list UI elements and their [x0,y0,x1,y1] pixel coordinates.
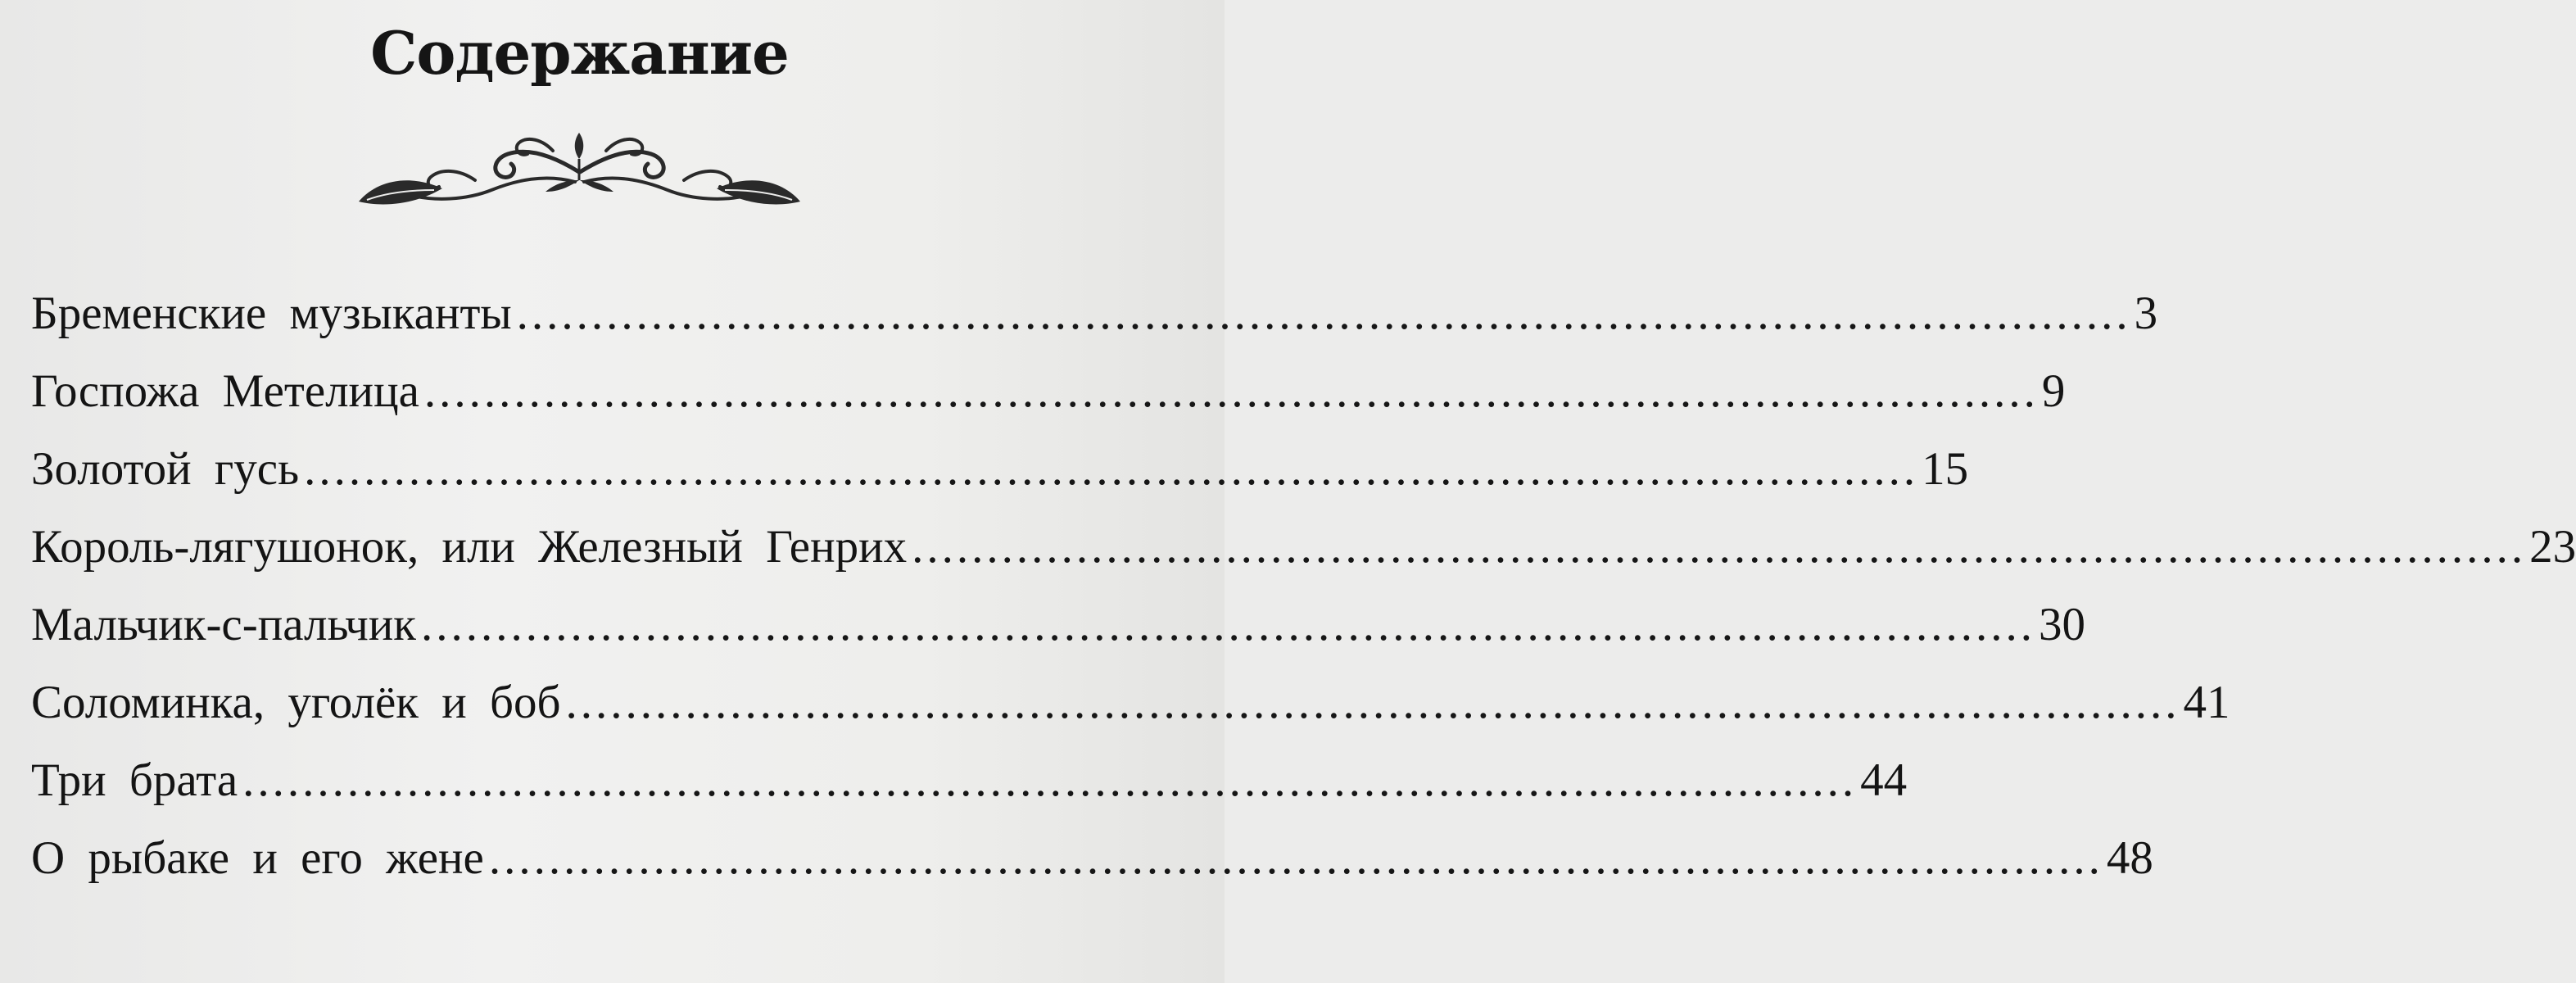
toc-dot-leader: ............................................................................................................ [488,832,2103,884]
toc-entry-page: 44 [1860,754,1908,806]
toc-entry [31,741,1908,819]
toc-entry-title: Мальчик-с-пальчик [31,599,416,650]
toc-entry-page: 9 [2041,365,2066,417]
toc-entry-page: 3 [2134,288,2158,339]
toc-entry-page: 48 [2106,832,2153,884]
table-of-contents [31,274,2576,897]
toc-dot-leader: ............................................................................................................ [304,443,1919,495]
toc-entry-page: 30 [2038,599,2085,650]
toc-entry-title: Три брата [31,754,238,806]
toc-dot-leader: ............................................................................................................ [516,288,2131,339]
toc-entry [31,430,1969,508]
floral-scroll-ornament-icon [352,123,807,213]
toc-entry-page: 15 [1922,443,1969,495]
toc-entry-title: Госпожа Метелица [31,365,419,417]
toc-entry-title: Король-лягушонок, или Железный Генрих [31,521,908,573]
toc-dot-leader: ............................................................................................................ [565,677,2180,728]
toc-dot-leader: ............................................................................................................ [242,754,1858,806]
page-title: Содержание [370,18,789,88]
toc-entry [31,508,2576,586]
toc-entry [31,274,2158,352]
toc-entry [31,586,2085,664]
toc-dot-leader: ............................................................................................................ [912,521,2527,573]
toc-entry [31,819,2153,897]
toc-entry-page: 23 [2529,521,2576,573]
toc-entry-title: Бременские музыканты [31,288,512,339]
toc-dot-leader: ............................................................................................................ [420,599,2035,650]
toc-entry-title: Соломинка, уголёк и боб [31,677,561,728]
toc-entry [31,664,2230,741]
toc-entry-title: Золотой гусь [31,443,300,495]
toc-entry-title: О рыбаке и его жене [31,832,484,884]
toc-entry-page: 41 [2183,677,2230,728]
toc-entry [31,352,2066,430]
toc-dot-leader: ............................................................................................................ [423,365,2039,417]
